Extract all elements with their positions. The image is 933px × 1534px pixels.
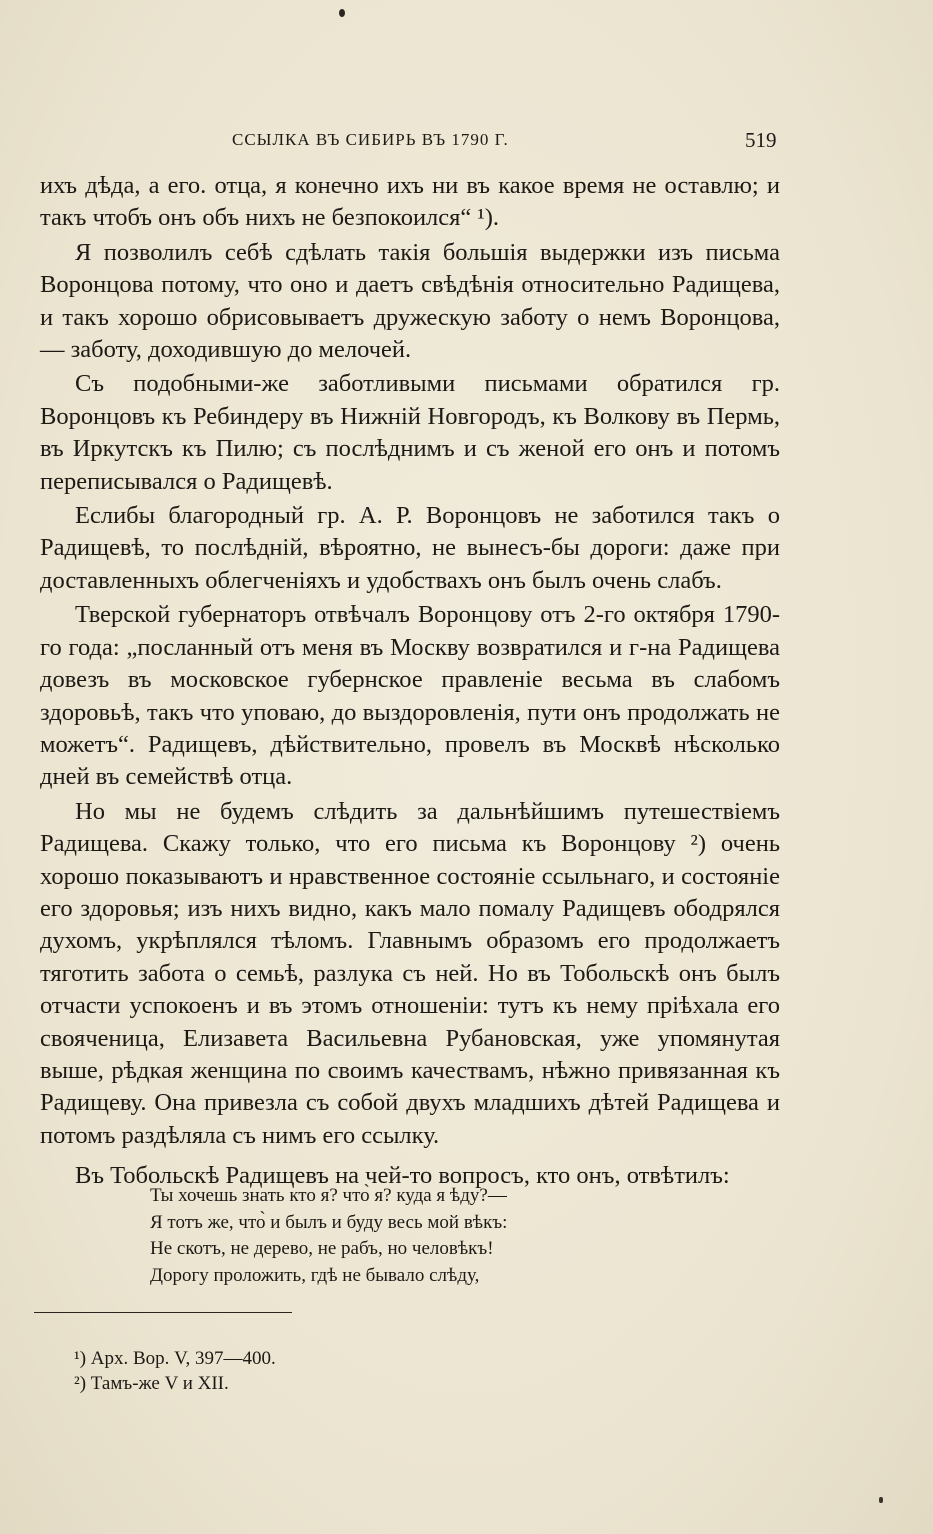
verse-line: Я тотъ же, что̀ и былъ и буду весь мой вѣкъ: [150, 1211, 508, 1233]
verse-line: Дорогу проложить, гдѣ не бывало слѣду, [150, 1264, 480, 1286]
footnote: ²) Тамъ-же V и XII. [74, 1373, 229, 1394]
page-number: 519 [745, 128, 777, 152]
paragraph: Но мы не будемъ слѣдить за дальнѣйшимъ путешествіемъ Радищева. Скажу только, что его письма къ Воронцову ²) очень хорошо показываютъ и нравственное состояніе ссыльнаго, и состояніе его здоровья; изъ нихъ видно, какъ мало помалу Радищевъ ободрялся духомъ, укрѣплялся тѣломъ. Главнымъ образомъ его продолжаетъ тяготить забота о семьѣ, разлука съ ней. Но въ Тобольскѣ онъ былъ отчасти успокоенъ и въ этомъ отношеніи: тутъ къ нему пріѣхала его свояченица, Елизавета Васильевна Рубановская, уже упомянутая выше, рѣдкая женщина по своимъ качествамъ, нѣжно привязанная къ Радищеву. Она привезла съ собой двухъ младшихъ дѣтей Радищева и потомъ раздѣляла съ нимъ его ссылку. [40, 797, 780, 1149]
footnote: ¹) Арх. Вор. V, 397—400. [74, 1348, 276, 1369]
page-mark [879, 1497, 883, 1503]
running-head: ССЫЛКА ВЪ СИБИРЬ ВЪ 1790 Г. [232, 130, 509, 149]
paragraph: Я позволилъ себѣ сдѣлать такія большія выдержки изъ письма Воронцова потому, что оно и даетъ свѣдѣнія относительно Радищева, и такъ хорошо обрисовываетъ дружескую заботу о немъ Воронцова, — заботу, доходившую до мелочей. [40, 238, 780, 364]
footnote-divider [34, 1312, 292, 1313]
paragraph: Еслибы благородный гр. А. Р. Воронцовъ не заботился такъ о Радищевѣ, то послѣдній, вѣроятно, не вынесъ-бы дороги: даже при доставленныхъ облегченіяхъ и удобствахъ онъ былъ очень слабъ. [40, 502, 780, 594]
paragraph-continuation: ихъ дѣда, а его. отца, я конечно ихъ ни въ какое время не оставлю; и такъ чтобъ онъ объ нихъ не безпокоился“ ¹). [40, 172, 780, 232]
ink-spot [339, 9, 345, 17]
verse-quote [150, 1183, 507, 1289]
paragraph: Съ подобными-же заботливыми письмами обратился гр. Воронцовъ къ Ребиндеру въ Нижній Новгородъ, къ Волкову въ Пермь, въ Иркутскъ къ Пилю; съ послѣднимъ и съ женой его онъ и потомъ переписывался о Радищевѣ. [40, 370, 780, 495]
verse-line: Не скотъ, не дерево, не рабъ, но человѣкъ! [150, 1238, 494, 1259]
paragraph: Тверской губернаторъ отвѣчалъ Воронцову отъ 2-го октября 1790-го года: „посланный отъ меня въ Москву возвратился и г-на Радищева довезъ въ московское губернское правленіе весьма въ слабомъ здоровьѣ, такъ что уповаю, до выздоровленія, пути онъ продолжать не можетъ“. Радищевъ, дѣйствительно, провелъ въ Москвѣ нѣсколько дней въ семействѣ отца. [40, 601, 780, 791]
verse-line: Ты хочешь знать кто я? что̀ я? куда я ѣду?— [150, 1185, 507, 1206]
main-text [40, 170, 780, 1195]
paragraph: Въ Тобольскѣ Радищевъ на чей-то вопросъ, кто онъ, отвѣтилъ: [75, 1162, 730, 1190]
footnotes [74, 1346, 276, 1396]
